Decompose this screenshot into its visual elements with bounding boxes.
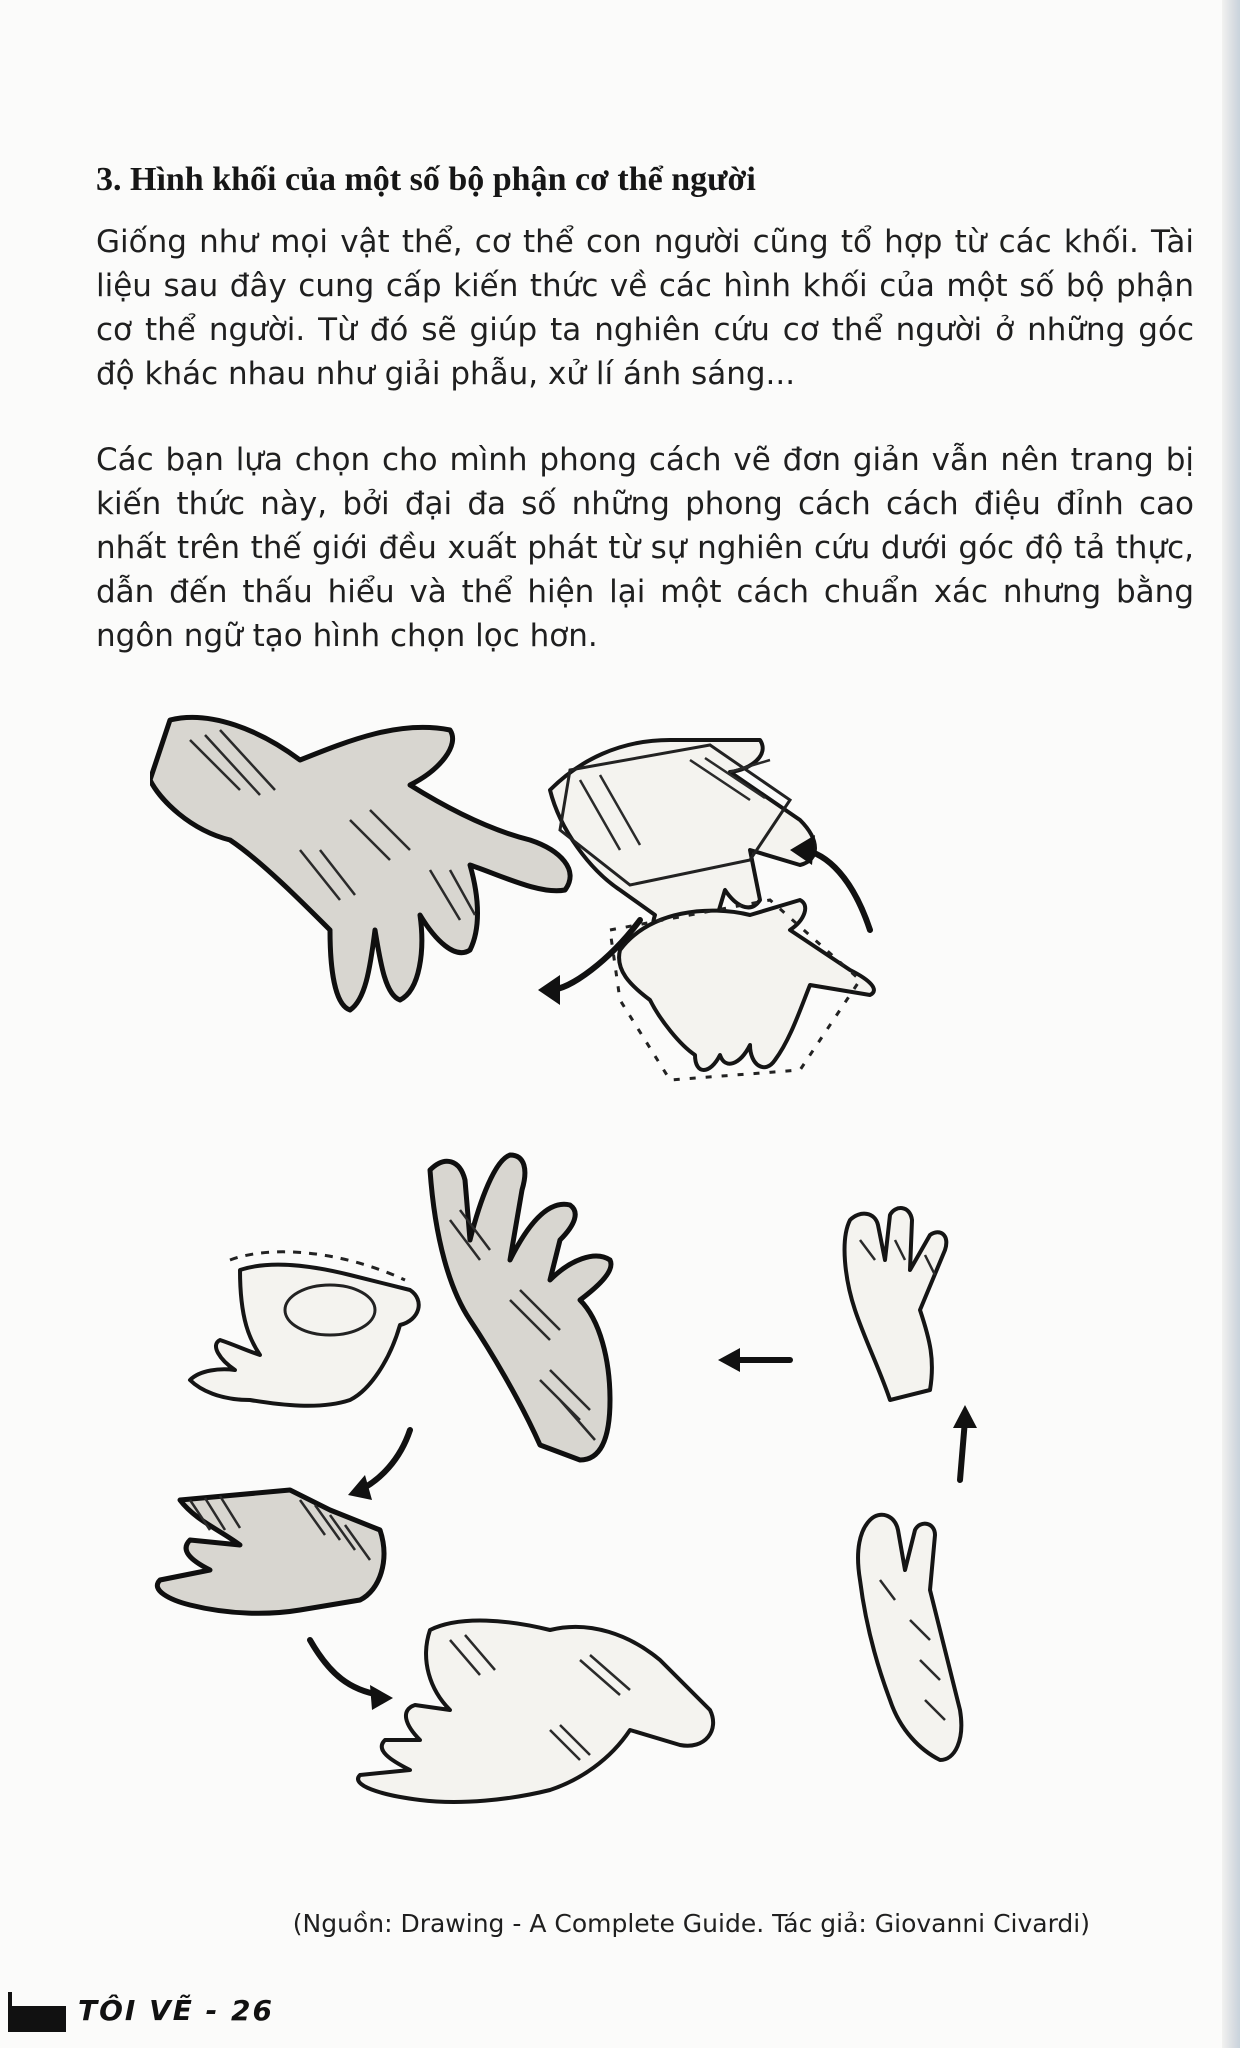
hand-drawing-8 bbox=[358, 1621, 713, 1802]
hand-drawing-1 bbox=[150, 717, 570, 1010]
hand-drawing-5 bbox=[845, 1208, 947, 1400]
arrow-6 bbox=[310, 1640, 393, 1710]
hand-drawing-3 bbox=[610, 900, 874, 1080]
hand-drawing-6 bbox=[190, 1252, 419, 1406]
intro-paragraph: Giống như mọi vật thể, cơ thể con người cũng tổ hợp từ các khối. Tài liệu sau đây cung cấp kiến thức về các hình khối của một số bộ phận cơ thể người. Từ đó sẽ giúp ta nghiên cứu cơ thể người ở những góc độ khác nhau như giải phẫu, xử lí ánh sáng... bbox=[96, 224, 1194, 392]
page-edge bbox=[1222, 0, 1240, 2048]
hand-drawing-9 bbox=[858, 1515, 961, 1760]
style-paragraph: Các bạn lựa chọn cho mình phong cách vẽ đơn giản vẫn nên trang bị kiến thức này, bởi đại đa số những phong cách cách điệu đỉnh cao nhất trên thế giới đều xuất phát từ sự nghiên cứu dưới góc độ tả thực, dẫn đến thấu hiểu và thể hiện lại một cách chuẩn xác nhưng bằng ngôn ngữ tạo hình chọn lọc hơn. bbox=[96, 442, 1194, 654]
arrow-3 bbox=[718, 1348, 790, 1372]
figure-caption: (Nguồn: Drawing - A Complete Guide. Tác giả: Giovanni Civardi) bbox=[292, 1909, 1090, 1938]
hand-drawing-4 bbox=[430, 1155, 611, 1460]
section-heading: 3. Hình khối của một số bộ phận cơ thể người bbox=[96, 161, 756, 198]
arrow-5 bbox=[348, 1430, 410, 1500]
footer-bar bbox=[8, 2006, 66, 2032]
hand-drawings-figure bbox=[150, 700, 1110, 1860]
arrow-4 bbox=[953, 1405, 977, 1480]
page-number: TÔI VẼ - 26 bbox=[78, 1994, 274, 2027]
hand-drawing-7 bbox=[157, 1490, 384, 1613]
